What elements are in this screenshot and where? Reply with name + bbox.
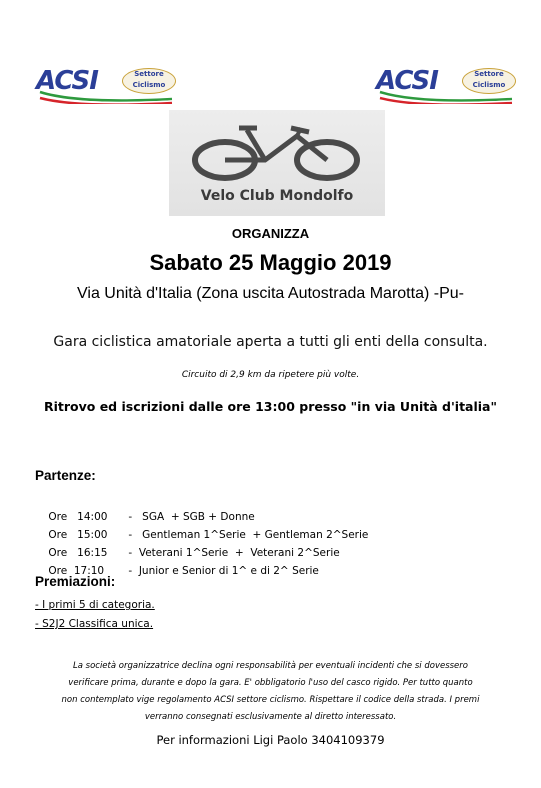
start-time: Ore 16:15 [48, 547, 108, 559]
flag-swoosh-icon [378, 90, 514, 104]
event-location: Via Unità d'Italia (Zona uscita Autostrada Marotta) -Pu- [77, 285, 464, 302]
prize-item: - S2J2 Classifica unica. [35, 618, 154, 630]
start-time: Ore 15:00 [48, 529, 108, 541]
start-category: - SGA + SGB + Donne [128, 511, 255, 523]
badge-line2: Ciclismo [132, 81, 166, 89]
start-category: - Gentleman 1^Serie + Gentleman 2^Serie [128, 529, 369, 541]
prize-item: - I primi 5 di categoria. [35, 599, 155, 611]
club-logo [169, 110, 385, 216]
club-name: Velo Club Mondolfo [200, 188, 354, 204]
event-date: Sabato 25 Maggio 2019 [149, 250, 392, 275]
start-category: - Junior e Senior di 1^ e di 2^ Serie [128, 565, 319, 577]
premiazioni-title: Premiazioni: [35, 574, 116, 589]
start-schedule [35, 490, 369, 577]
acsi-logo-left [36, 64, 176, 104]
start-time: Ore 14:00 [48, 511, 108, 523]
acsi-logo-text: ACSI [36, 66, 98, 96]
acsi-logo-text: ACSI [376, 66, 438, 96]
partenze-title: Partenze: [35, 468, 96, 483]
organizza-label: ORGANIZZA [231, 226, 310, 241]
badge-line1: Settore [474, 70, 504, 78]
disclaimer-text: La società organizzatrice declina ogni responsabilità per eventuali incidenti che si dovessero verificare prima, durante e dopo la gara. E' obbligatorio l'uso del casco rigido. Per tutto quanto non contemplato vige regolamento ACSI settore ciclismo. Rispettare il codice della strada. I premi verranno consegnati esclusivamente al diretto interessato. [61, 661, 480, 722]
prizes-list [35, 596, 155, 634]
acsi-logo-right [376, 64, 516, 104]
start-time: Ore 17:10 [48, 565, 105, 577]
badge-line1: Settore [134, 70, 164, 78]
schedule-row [35, 490, 368, 523]
race-description: Gara ciclistica amatoriale aperta a tutti gli enti della consulta. [53, 334, 488, 350]
start-category: - Veterani 1^Serie + Veterani 2^Serie [128, 547, 340, 559]
bicycle-icon [169, 110, 385, 190]
circuit-note: Circuito di 2,9 km da ripetere più volte. [181, 370, 360, 380]
meeting-info: Ritrovo ed iscrizioni dalle ore 13:00 presso "in via Unità d'italia" [43, 399, 498, 414]
flag-swoosh-icon [38, 90, 174, 104]
contact-info: Per informazioni Ligi Paolo 3404109379 [156, 733, 385, 747]
badge-line2: Ciclismo [472, 81, 506, 89]
